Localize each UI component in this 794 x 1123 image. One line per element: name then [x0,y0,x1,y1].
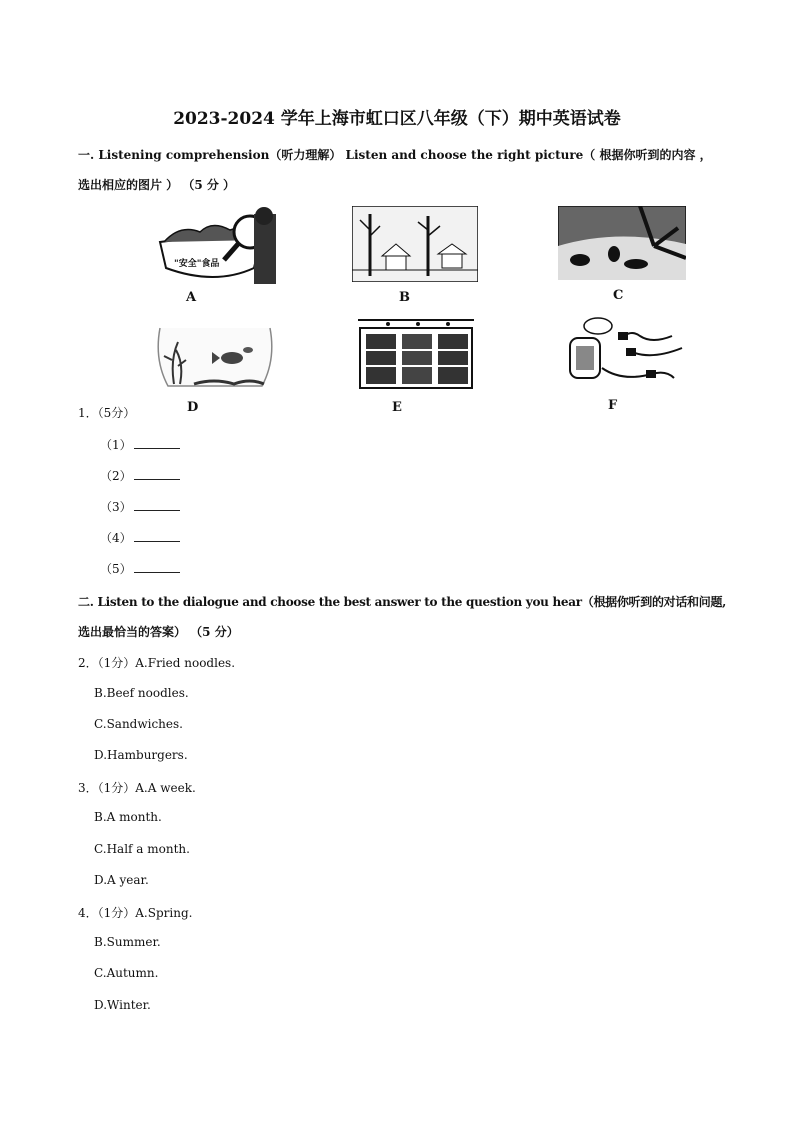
question-1: 1．（5分） [78,406,136,420]
section-2-heading-cont: 选出最恰当的答案） （5 分） [78,625,239,639]
picture-c-label: C [613,288,624,303]
picture-d-label: D [187,400,199,415]
picture-a-caption: "安全"食品 [174,259,220,269]
question-2-option-c: C.Sandwiches. [94,717,183,731]
question-2: 2．（1分）A.Fried noodles. [78,656,236,670]
question-4-option-d: D.Winter. [94,998,151,1012]
answer-blank-3[interactable]: （3） [100,498,180,515]
question-3-option-c: C.Half a month. [94,842,190,856]
question-4: 4．（1分）A.Spring. [78,906,193,920]
picture-b-winter-village [352,206,478,282]
question-4-option-c: C.Autumn. [94,966,159,980]
section-1-heading: 一. Listening comprehension（听力理解） Listen and choose the right picture（ 根据你听到的内容 ， [78,148,712,162]
picture-c-picnic-scene [558,206,686,280]
section-1-heading-cont: 选出相应的图片 ） （5 分 ） [78,178,236,192]
picture-e-label: E [392,400,402,415]
question-3-option-d: D.A year. [94,873,149,887]
picture-a-label: A [186,290,197,305]
answer-blank-1[interactable]: （1） [100,436,180,453]
picture-f-electric-plugs [562,316,686,388]
answer-blank-2[interactable]: （2） [100,467,180,484]
answer-blank-4[interactable]: （4） [100,529,180,546]
question-2-option-d: D.Hamburgers. [94,748,188,762]
question-3: 3．（1分）A.A week. [78,781,196,795]
picture-b-label: B [399,290,410,305]
page-title: 2023-2024 学年上海市虹口区八年级（下）期中英语试卷 [173,109,621,129]
question-4-option-b: B.Summer. [94,935,161,949]
picture-f-label: F [608,398,618,413]
picture-e-library [358,318,474,390]
picture-d-fish-tank [154,320,276,392]
question-2-option-b: B.Beef noodles. [94,686,189,700]
answer-blank-5[interactable]: （5） [100,560,180,577]
question-3-option-b: B.A month. [94,810,162,824]
section-2-heading: 二. Listen to the dialogue and choose the best answer to the question you hear（根据你听到的对话和问题, [78,595,727,609]
picture-a-food-inspection [150,206,280,286]
